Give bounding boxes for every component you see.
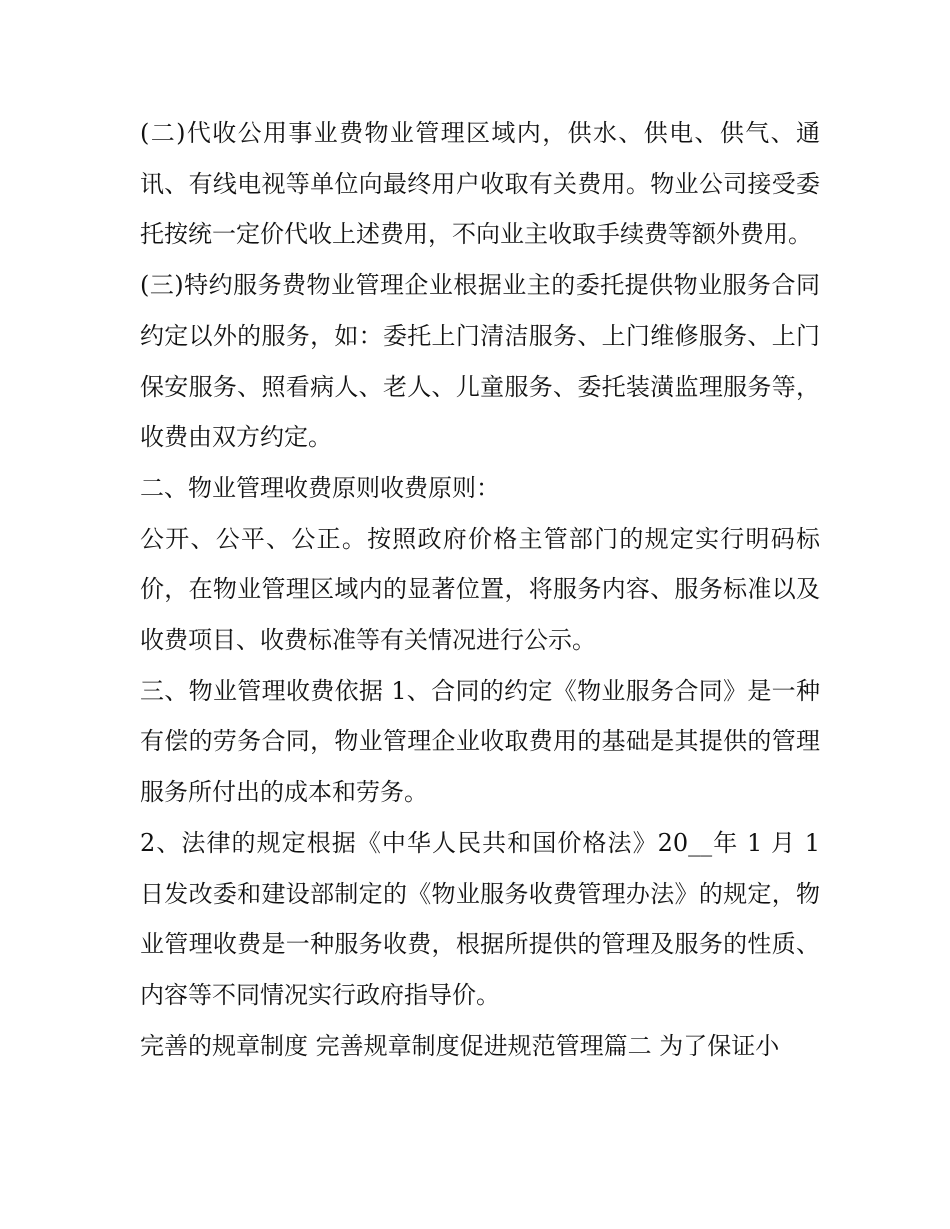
paragraph-fee-principles: 公开、公平、公正。按照政府价格主管部门的规定实行明码标价，在物业管理区域内的显著位置，将服务内容、服务标准以及收费项目、收费标准等有关情况进行公示。 [140,524,820,655]
paragraph-special-service-fees: (三)特约服务费物业管理企业根据业主的委托提供物业服务合同约定以外的服务，如：委托上门清洁服务、上门维修服务、上门保安服务、照看病人、老人、儿童服务、委托装潢监理服务等，收费由双方约定。 [140,271,820,452]
paragraph-rules-and-regulations: 完善的规章制度 完善规章制度促进规范管理篇二 为了保证小 [140,1031,780,1060]
paragraph-fee-basis-contract: 三、物业管理收费依据 1、合同的约定《物业服务合同》是一种有偿的劳务合同，物业管理企业收取费用的基础是其提供的管理服务所付出的成本和劳务。 [140,676,820,807]
paragraph-fee-principles-heading: 二、物业管理收费原则收费原则： [140,473,500,502]
paragraph-fee-basis-law: 2、法律的规定根据《中华人民共和国价格法》20__年 1 月 1 日发改委和建设部制定的《物业服务收费管理办法》的规定，物业管理收费是一种服务收费，根据所提供的管理及服务的性质、内容等不同情况实行政府指导价。 [140,828,820,1009]
paragraph-public-utility-fees: (二)代收公用事业费物业管理区域内，供水、供电、供气、通讯、有线电视等单位向最终用户收取有关费用。物业公司接受委托按统一定价代收上述费用，不向业主收取手续费等额外费用。 [140,119,820,249]
document-body [140,108,820,1071]
